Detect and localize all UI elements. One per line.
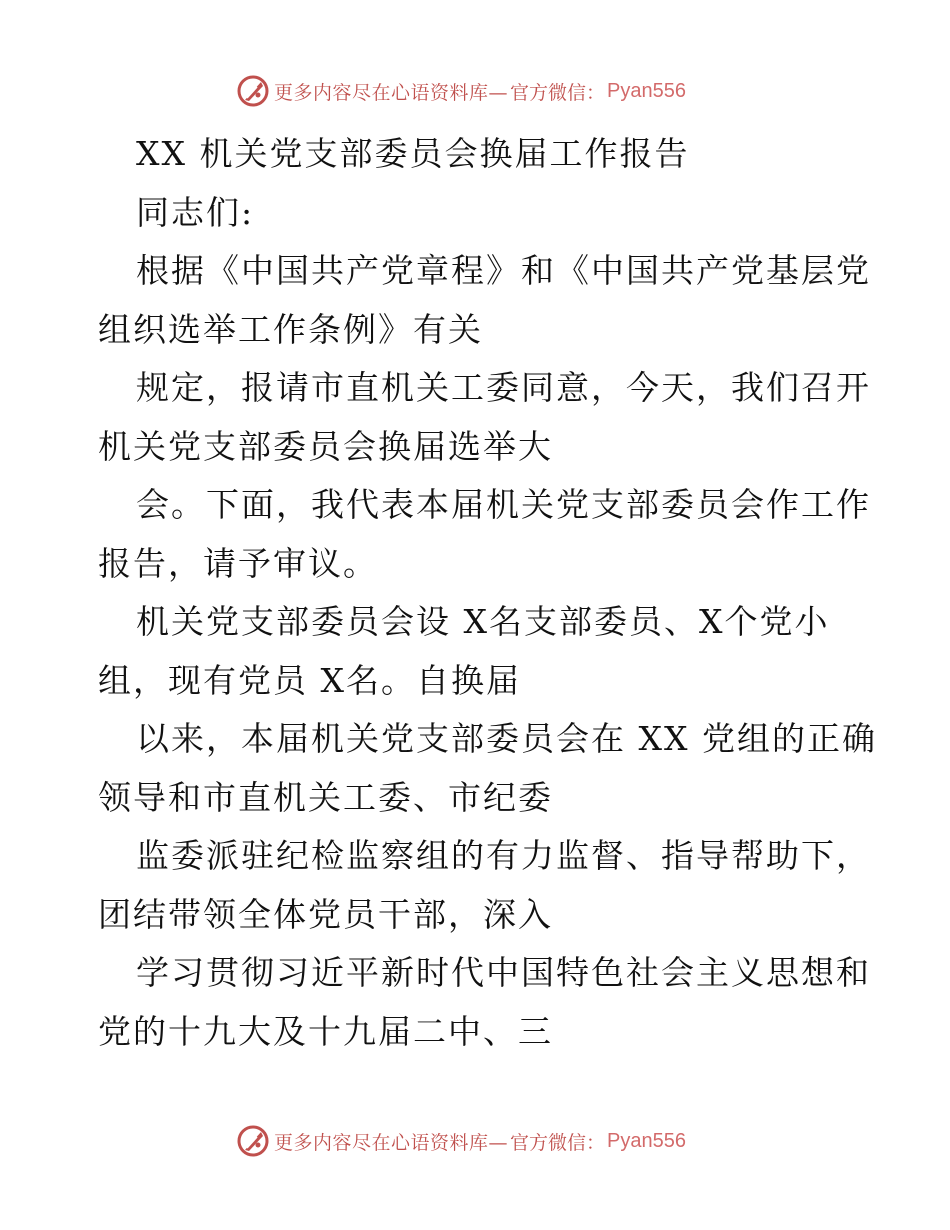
footer-banner <box>236 1124 686 1158</box>
quill-pen-logo-icon <box>236 74 270 108</box>
paragraph-line: 学习贯彻习近平新时代中国特色社会主义思想和 <box>136 953 871 992</box>
header-banner <box>236 74 686 108</box>
paragraph-line: 党的十九大及十九届二中、三 <box>98 1011 553 1051</box>
paragraph-line: 规定，报请市直机关工委同意，今天，我们召开 <box>136 368 871 407</box>
banner-wechat-label: 官方微信： <box>510 1131 606 1154</box>
banner-text: 更多内容尽在心语资料库— <box>274 81 509 104</box>
paragraph-line: 组，现有党员 X名。自换届 <box>98 660 521 700</box>
paragraph-line: 监委派驻纪检监察组的有力监督、指导帮助下， <box>136 836 871 875</box>
banner-wechat-id: Pyan556 <box>607 79 686 102</box>
banner-wechat-label: 官方微信： <box>510 81 606 104</box>
salutation: 同志们: <box>136 192 255 232</box>
paragraph-line: 领导和市直机关工委、市纪委 <box>98 777 553 817</box>
paragraph-line: 根据《中国共产党章程》和《中国共产党基层党 <box>136 251 871 290</box>
paragraph-line: 机关党支部委员会设 X名支部委员、X个党小 <box>136 602 830 641</box>
document-title: XX 机关党支部委员会换届工作报告 <box>136 134 690 173</box>
paragraph-line: 以来，本届机关党支部委员会在 XX 党组的正确 <box>136 719 877 758</box>
paragraph-line: 报告，请予审议。 <box>98 543 378 583</box>
paragraph-line: 团结带领全体党员干部，深入 <box>98 894 553 934</box>
banner-wechat-id: Pyan556 <box>607 1129 686 1152</box>
quill-pen-logo-icon <box>236 1124 270 1158</box>
banner-text: 更多内容尽在心语资料库— <box>274 1131 509 1154</box>
paragraph-line: 机关党支部委员会换届选举大 <box>98 426 553 466</box>
document-body <box>98 125 877 1061</box>
paragraph-line: 组织选举工作条例》有关 <box>98 309 483 349</box>
paragraph-line: 会。下面，我代表本届机关党支部委员会作工作 <box>136 485 871 524</box>
